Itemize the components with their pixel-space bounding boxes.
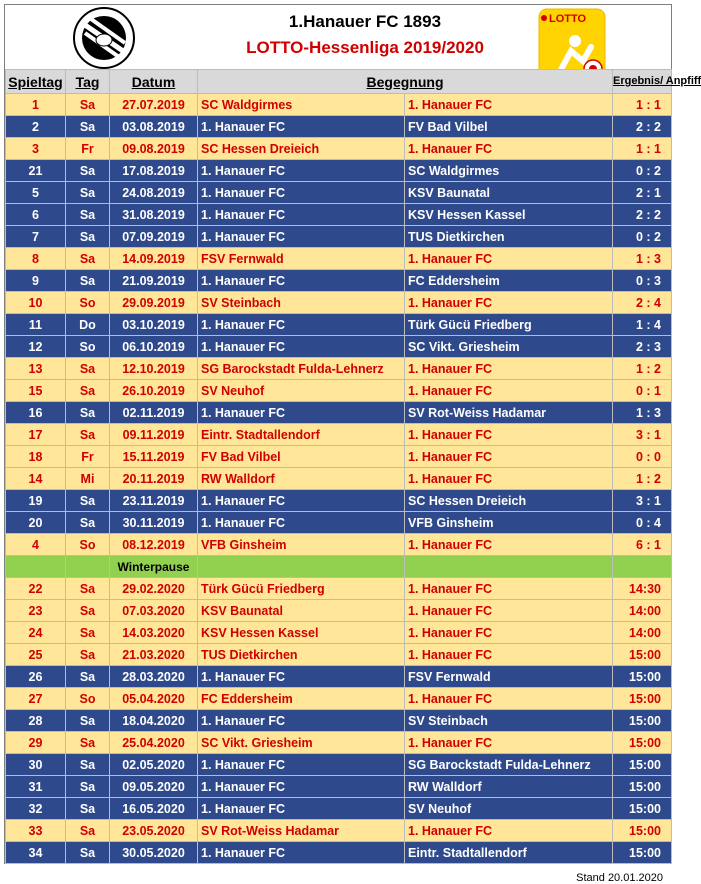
away-team-cell: 1. Hanauer FC <box>405 138 613 160</box>
away-team-cell: SC Waldgirmes <box>405 160 613 182</box>
tag-cell: So <box>66 688 110 710</box>
tag-cell: Sa <box>66 754 110 776</box>
stand-date: Stand 20.01.2020 <box>576 872 663 884</box>
header <box>5 5 671 69</box>
home-team-cell: 1. Hanauer FC <box>198 336 405 358</box>
ergebnis-cell: 1 : 1 <box>613 94 672 116</box>
winterpause-label: Winterpause <box>110 556 198 578</box>
away-team-cell: KSV Baunatal <box>405 182 613 204</box>
spieltag-cell: 18 <box>6 446 66 468</box>
away-team-cell: TUS Dietkirchen <box>405 226 613 248</box>
league-title: LOTTO-Hessenliga 2019/2020 <box>246 38 484 57</box>
datum-cell: 05.04.2020 <box>110 688 198 710</box>
match-row <box>6 600 672 622</box>
spieltag-cell: 27 <box>6 688 66 710</box>
empty-cell <box>6 556 66 578</box>
spieltag-cell: 21 <box>6 160 66 182</box>
ergebnis-cell: 1 : 4 <box>613 314 672 336</box>
ergebnis-cell: 1 : 3 <box>613 402 672 424</box>
match-row <box>6 160 672 182</box>
home-team-cell: Türk Gücü Friedberg <box>198 578 405 600</box>
away-team-cell: 1. Hanauer FC <box>405 468 613 490</box>
home-team-cell: FSV Fernwald <box>198 248 405 270</box>
empty-cell <box>405 556 613 578</box>
spieltag-cell: 10 <box>6 292 66 314</box>
spieltag-cell: 26 <box>6 666 66 688</box>
ergebnis-cell: 0 : 3 <box>613 270 672 292</box>
away-team-cell: FSV Fernwald <box>405 666 613 688</box>
home-team-cell: 1. Hanauer FC <box>198 314 405 336</box>
tag-cell: Sa <box>66 160 110 182</box>
home-team-cell: SG Barockstadt Fulda-Lehnerz <box>198 358 405 380</box>
spieltag-cell: 15 <box>6 380 66 402</box>
tag-cell: Sa <box>66 248 110 270</box>
tag-cell: So <box>66 534 110 556</box>
home-team-cell: SC Waldgirmes <box>198 94 405 116</box>
datum-cell: 14.03.2020 <box>110 622 198 644</box>
match-row <box>6 94 672 116</box>
home-team-cell: SC Vikt. Griesheim <box>198 732 405 754</box>
ergebnis-cell: 0 : 1 <box>613 380 672 402</box>
datum-cell: 02.05.2020 <box>110 754 198 776</box>
spieltag-cell: 16 <box>6 402 66 424</box>
tag-cell: Sa <box>66 820 110 842</box>
match-row <box>6 666 672 688</box>
match-row <box>6 424 672 446</box>
spieltag-cell: 13 <box>6 358 66 380</box>
ergebnis-cell: 15:00 <box>613 754 672 776</box>
col-ergebnis: Ergebnis/ Anpfiff <box>613 70 672 94</box>
datum-cell: 08.12.2019 <box>110 534 198 556</box>
away-team-cell: Türk Gücü Friedberg <box>405 314 613 336</box>
datum-cell: 02.11.2019 <box>110 402 198 424</box>
spieltag-cell: 11 <box>6 314 66 336</box>
away-team-cell: SV Rot-Weiss Hadamar <box>405 402 613 424</box>
match-row <box>6 248 672 270</box>
away-team-cell: SC Vikt. Griesheim <box>405 336 613 358</box>
datum-cell: 21.03.2020 <box>110 644 198 666</box>
datum-cell: 26.10.2019 <box>110 380 198 402</box>
home-team-cell: VFB Ginsheim <box>198 534 405 556</box>
tag-cell: So <box>66 292 110 314</box>
datum-cell: 03.08.2019 <box>110 116 198 138</box>
empty-cell <box>198 556 405 578</box>
tag-cell: Sa <box>66 622 110 644</box>
away-team-cell: 1. Hanauer FC <box>405 622 613 644</box>
match-row <box>6 358 672 380</box>
spieltag-cell: 14 <box>6 468 66 490</box>
spieltag-cell: 31 <box>6 776 66 798</box>
tag-cell: Sa <box>66 116 110 138</box>
ergebnis-cell: 14:00 <box>613 622 672 644</box>
home-team-cell: KSV Hessen Kassel <box>198 622 405 644</box>
away-team-cell: 1. Hanauer FC <box>405 424 613 446</box>
home-team-cell: FC Eddersheim <box>198 688 405 710</box>
home-team-cell: 1. Hanauer FC <box>198 182 405 204</box>
ergebnis-cell: 6 : 1 <box>613 534 672 556</box>
ergebnis-cell: 2 : 2 <box>613 204 672 226</box>
spieltag-cell: 29 <box>6 732 66 754</box>
away-team-cell: 1. Hanauer FC <box>405 446 613 468</box>
tag-cell: Sa <box>66 490 110 512</box>
spieltag-cell: 23 <box>6 600 66 622</box>
match-row <box>6 688 672 710</box>
match-row <box>6 842 672 864</box>
ergebnis-cell: 2 : 3 <box>613 336 672 358</box>
match-row <box>6 204 672 226</box>
col-begegnung: Begegnung <box>198 70 613 94</box>
home-team-cell: SV Rot-Weiss Hadamar <box>198 820 405 842</box>
datum-cell: 24.08.2019 <box>110 182 198 204</box>
away-team-cell: 1. Hanauer FC <box>405 688 613 710</box>
svg-text:LOTTO: LOTTO <box>549 13 587 25</box>
ergebnis-cell: 0 : 2 <box>613 160 672 182</box>
home-team-cell: KSV Baunatal <box>198 600 405 622</box>
empty-cell <box>66 556 110 578</box>
datum-cell: 30.11.2019 <box>110 512 198 534</box>
datum-cell: 20.11.2019 <box>110 468 198 490</box>
schedule-sheet <box>4 4 701 884</box>
match-row <box>6 578 672 600</box>
spieltag-cell: 1 <box>6 94 66 116</box>
spieltag-cell: 8 <box>6 248 66 270</box>
home-team-cell: RW Walldorf <box>198 468 405 490</box>
tag-cell: So <box>66 336 110 358</box>
home-team-cell: SV Neuhof <box>198 380 405 402</box>
spieltag-cell: 12 <box>6 336 66 358</box>
spieltag-cell: 17 <box>6 424 66 446</box>
tag-cell: Sa <box>66 842 110 864</box>
home-team-cell: 1. Hanauer FC <box>198 116 405 138</box>
tag-cell: Sa <box>66 182 110 204</box>
spieltag-cell: 6 <box>6 204 66 226</box>
away-team-cell: RW Walldorf <box>405 776 613 798</box>
datum-cell: 14.09.2019 <box>110 248 198 270</box>
ergebnis-cell: 15:00 <box>613 798 672 820</box>
ergebnis-cell: 15:00 <box>613 644 672 666</box>
tag-cell: Sa <box>66 578 110 600</box>
away-team-cell: SG Barockstadt Fulda-Lehnerz <box>405 754 613 776</box>
datum-cell: 29.09.2019 <box>110 292 198 314</box>
tag-cell: Fr <box>66 446 110 468</box>
tag-cell: Fr <box>66 138 110 160</box>
spieltag-cell: 34 <box>6 842 66 864</box>
match-row <box>6 534 672 556</box>
ergebnis-cell: 2 : 4 <box>613 292 672 314</box>
ergebnis-cell: 14:00 <box>613 600 672 622</box>
datum-cell: 31.08.2019 <box>110 204 198 226</box>
away-team-cell: Eintr. Stadtallendorf <box>405 842 613 864</box>
home-team-cell: TUS Dietkirchen <box>198 644 405 666</box>
match-row <box>6 138 672 160</box>
ergebnis-cell: 3 : 1 <box>613 424 672 446</box>
away-team-cell: SC Hessen Dreieich <box>405 490 613 512</box>
home-team-cell: 1. Hanauer FC <box>198 402 405 424</box>
spieltag-cell: 5 <box>6 182 66 204</box>
match-row <box>6 776 672 798</box>
tag-cell: Mi <box>66 468 110 490</box>
home-team-cell: 1. Hanauer FC <box>198 226 405 248</box>
tag-cell: Sa <box>66 424 110 446</box>
home-team-cell: 1. Hanauer FC <box>198 710 405 732</box>
spieltag-cell: 33 <box>6 820 66 842</box>
ergebnis-cell: 15:00 <box>613 666 672 688</box>
datum-cell: 23.05.2020 <box>110 820 198 842</box>
away-team-cell: KSV Hessen Kassel <box>405 204 613 226</box>
home-team-cell: 1. Hanauer FC <box>198 666 405 688</box>
tag-cell: Sa <box>66 776 110 798</box>
ergebnis-cell: 15:00 <box>613 820 672 842</box>
match-row <box>6 270 672 292</box>
ergebnis-cell: 1 : 1 <box>613 138 672 160</box>
ergebnis-cell: 1 : 3 <box>613 248 672 270</box>
winterpause-row <box>6 556 672 578</box>
away-team-cell: 1. Hanauer FC <box>405 644 613 666</box>
datum-cell: 18.04.2020 <box>110 710 198 732</box>
col-spieltag: Spieltag <box>6 70 66 94</box>
tag-cell: Sa <box>66 94 110 116</box>
spieltag-cell: 3 <box>6 138 66 160</box>
home-team-cell: 1. Hanauer FC <box>198 842 405 864</box>
away-team-cell: SV Neuhof <box>405 798 613 820</box>
tag-cell: Sa <box>66 402 110 424</box>
club-title: 1.Hanauer FC 1893 <box>288 12 442 31</box>
schedule-table <box>5 69 701 864</box>
spieltag-cell: 32 <box>6 798 66 820</box>
tag-cell: Sa <box>66 270 110 292</box>
home-team-cell: 1. Hanauer FC <box>198 204 405 226</box>
match-row <box>6 512 672 534</box>
spieltag-cell: 2 <box>6 116 66 138</box>
ergebnis-cell: 1 : 2 <box>613 468 672 490</box>
spieltag-cell: 24 <box>6 622 66 644</box>
tag-cell: Sa <box>66 512 110 534</box>
match-row <box>6 820 672 842</box>
match-row <box>6 314 672 336</box>
home-team-cell: FV Bad Vilbel <box>198 446 405 468</box>
spieltag-cell: 20 <box>6 512 66 534</box>
match-row <box>6 754 672 776</box>
spieltag-cell: 28 <box>6 710 66 732</box>
away-team-cell: 1. Hanauer FC <box>405 600 613 622</box>
spieltag-cell: 30 <box>6 754 66 776</box>
match-row <box>6 468 672 490</box>
datum-cell: 09.08.2019 <box>110 138 198 160</box>
match-row <box>6 798 672 820</box>
away-team-cell: VFB Ginsheim <box>405 512 613 534</box>
away-team-cell: FC Eddersheim <box>405 270 613 292</box>
datum-cell: 17.08.2019 <box>110 160 198 182</box>
match-row <box>6 182 672 204</box>
datum-cell: 25.04.2020 <box>110 732 198 754</box>
club-logo <box>73 7 135 69</box>
away-team-cell: SV Steinbach <box>405 710 613 732</box>
ergebnis-cell: 15:00 <box>613 688 672 710</box>
match-row <box>6 644 672 666</box>
datum-cell: 21.09.2019 <box>110 270 198 292</box>
match-row <box>6 622 672 644</box>
home-team-cell: SV Steinbach <box>198 292 405 314</box>
match-row <box>6 292 672 314</box>
datum-cell: 28.03.2020 <box>110 666 198 688</box>
tag-cell: Sa <box>66 600 110 622</box>
match-row <box>6 402 672 424</box>
home-team-cell: 1. Hanauer FC <box>198 798 405 820</box>
away-team-cell: 1. Hanauer FC <box>405 578 613 600</box>
datum-cell: 07.09.2019 <box>110 226 198 248</box>
spieltag-cell: 25 <box>6 644 66 666</box>
ergebnis-cell: 15:00 <box>613 732 672 754</box>
home-team-cell: SC Hessen Dreieich <box>198 138 405 160</box>
tag-cell: Do <box>66 314 110 336</box>
home-team-cell: 1. Hanauer FC <box>198 270 405 292</box>
datum-cell: 09.11.2019 <box>110 424 198 446</box>
away-team-cell: 1. Hanauer FC <box>405 358 613 380</box>
ergebnis-cell: 15:00 <box>613 842 672 864</box>
datum-cell: 27.07.2019 <box>110 94 198 116</box>
match-row <box>6 226 672 248</box>
ergebnis-cell: 1 : 2 <box>613 358 672 380</box>
home-team-cell: Eintr. Stadtallendorf <box>198 424 405 446</box>
match-row <box>6 710 672 732</box>
tag-cell: Sa <box>66 798 110 820</box>
col-tag: Tag <box>66 70 110 94</box>
tag-cell: Sa <box>66 644 110 666</box>
header-row <box>6 70 672 94</box>
datum-cell: 09.05.2020 <box>110 776 198 798</box>
ergebnis-cell: 0 : 4 <box>613 512 672 534</box>
ergebnis-cell: 0 : 2 <box>613 226 672 248</box>
away-team-cell: 1. Hanauer FC <box>405 292 613 314</box>
tag-cell: Sa <box>66 204 110 226</box>
tag-cell: Sa <box>66 710 110 732</box>
datum-cell: 15.11.2019 <box>110 446 198 468</box>
match-row <box>6 490 672 512</box>
datum-cell: 23.11.2019 <box>110 490 198 512</box>
datum-cell: 29.02.2020 <box>110 578 198 600</box>
match-row <box>6 336 672 358</box>
datum-cell: 07.03.2020 <box>110 600 198 622</box>
tag-cell: Sa <box>66 666 110 688</box>
schedule-rows <box>6 94 672 864</box>
ergebnis-cell: 14:30 <box>613 578 672 600</box>
ergebnis-cell: 0 : 0 <box>613 446 672 468</box>
ergebnis-cell: 2 : 2 <box>613 116 672 138</box>
away-team-cell: 1. Hanauer FC <box>405 534 613 556</box>
match-row <box>6 380 672 402</box>
ergebnis-cell: 15:00 <box>613 776 672 798</box>
away-team-cell: FV Bad Vilbel <box>405 116 613 138</box>
home-team-cell: 1. Hanauer FC <box>198 512 405 534</box>
match-row <box>6 116 672 138</box>
datum-cell: 03.10.2019 <box>110 314 198 336</box>
home-team-cell: 1. Hanauer FC <box>198 754 405 776</box>
home-team-cell: 1. Hanauer FC <box>198 776 405 798</box>
match-row <box>6 446 672 468</box>
spieltag-cell: 7 <box>6 226 66 248</box>
ergebnis-cell: 15:00 <box>613 710 672 732</box>
empty-cell <box>613 556 672 578</box>
tag-cell: Sa <box>66 226 110 248</box>
ergebnis-cell: 3 : 1 <box>613 490 672 512</box>
match-row <box>6 732 672 754</box>
away-team-cell: 1. Hanauer FC <box>405 732 613 754</box>
spieltag-cell: 22 <box>6 578 66 600</box>
tag-cell: Sa <box>66 732 110 754</box>
spieltag-cell: 9 <box>6 270 66 292</box>
away-team-cell: 1. Hanauer FC <box>405 248 613 270</box>
col-datum: Datum <box>110 70 198 94</box>
away-team-cell: 1. Hanauer FC <box>405 380 613 402</box>
tag-cell: Sa <box>66 380 110 402</box>
home-team-cell: 1. Hanauer FC <box>198 490 405 512</box>
ergebnis-cell: 2 : 1 <box>613 182 672 204</box>
spieltag-cell: 19 <box>6 490 66 512</box>
away-team-cell: 1. Hanauer FC <box>405 820 613 842</box>
datum-cell: 30.05.2020 <box>110 842 198 864</box>
datum-cell: 16.05.2020 <box>110 798 198 820</box>
home-team-cell: 1. Hanauer FC <box>198 160 405 182</box>
datum-cell: 12.10.2019 <box>110 358 198 380</box>
spieltag-cell: 4 <box>6 534 66 556</box>
datum-cell: 06.10.2019 <box>110 336 198 358</box>
away-team-cell: 1. Hanauer FC <box>405 94 613 116</box>
tag-cell: Sa <box>66 358 110 380</box>
